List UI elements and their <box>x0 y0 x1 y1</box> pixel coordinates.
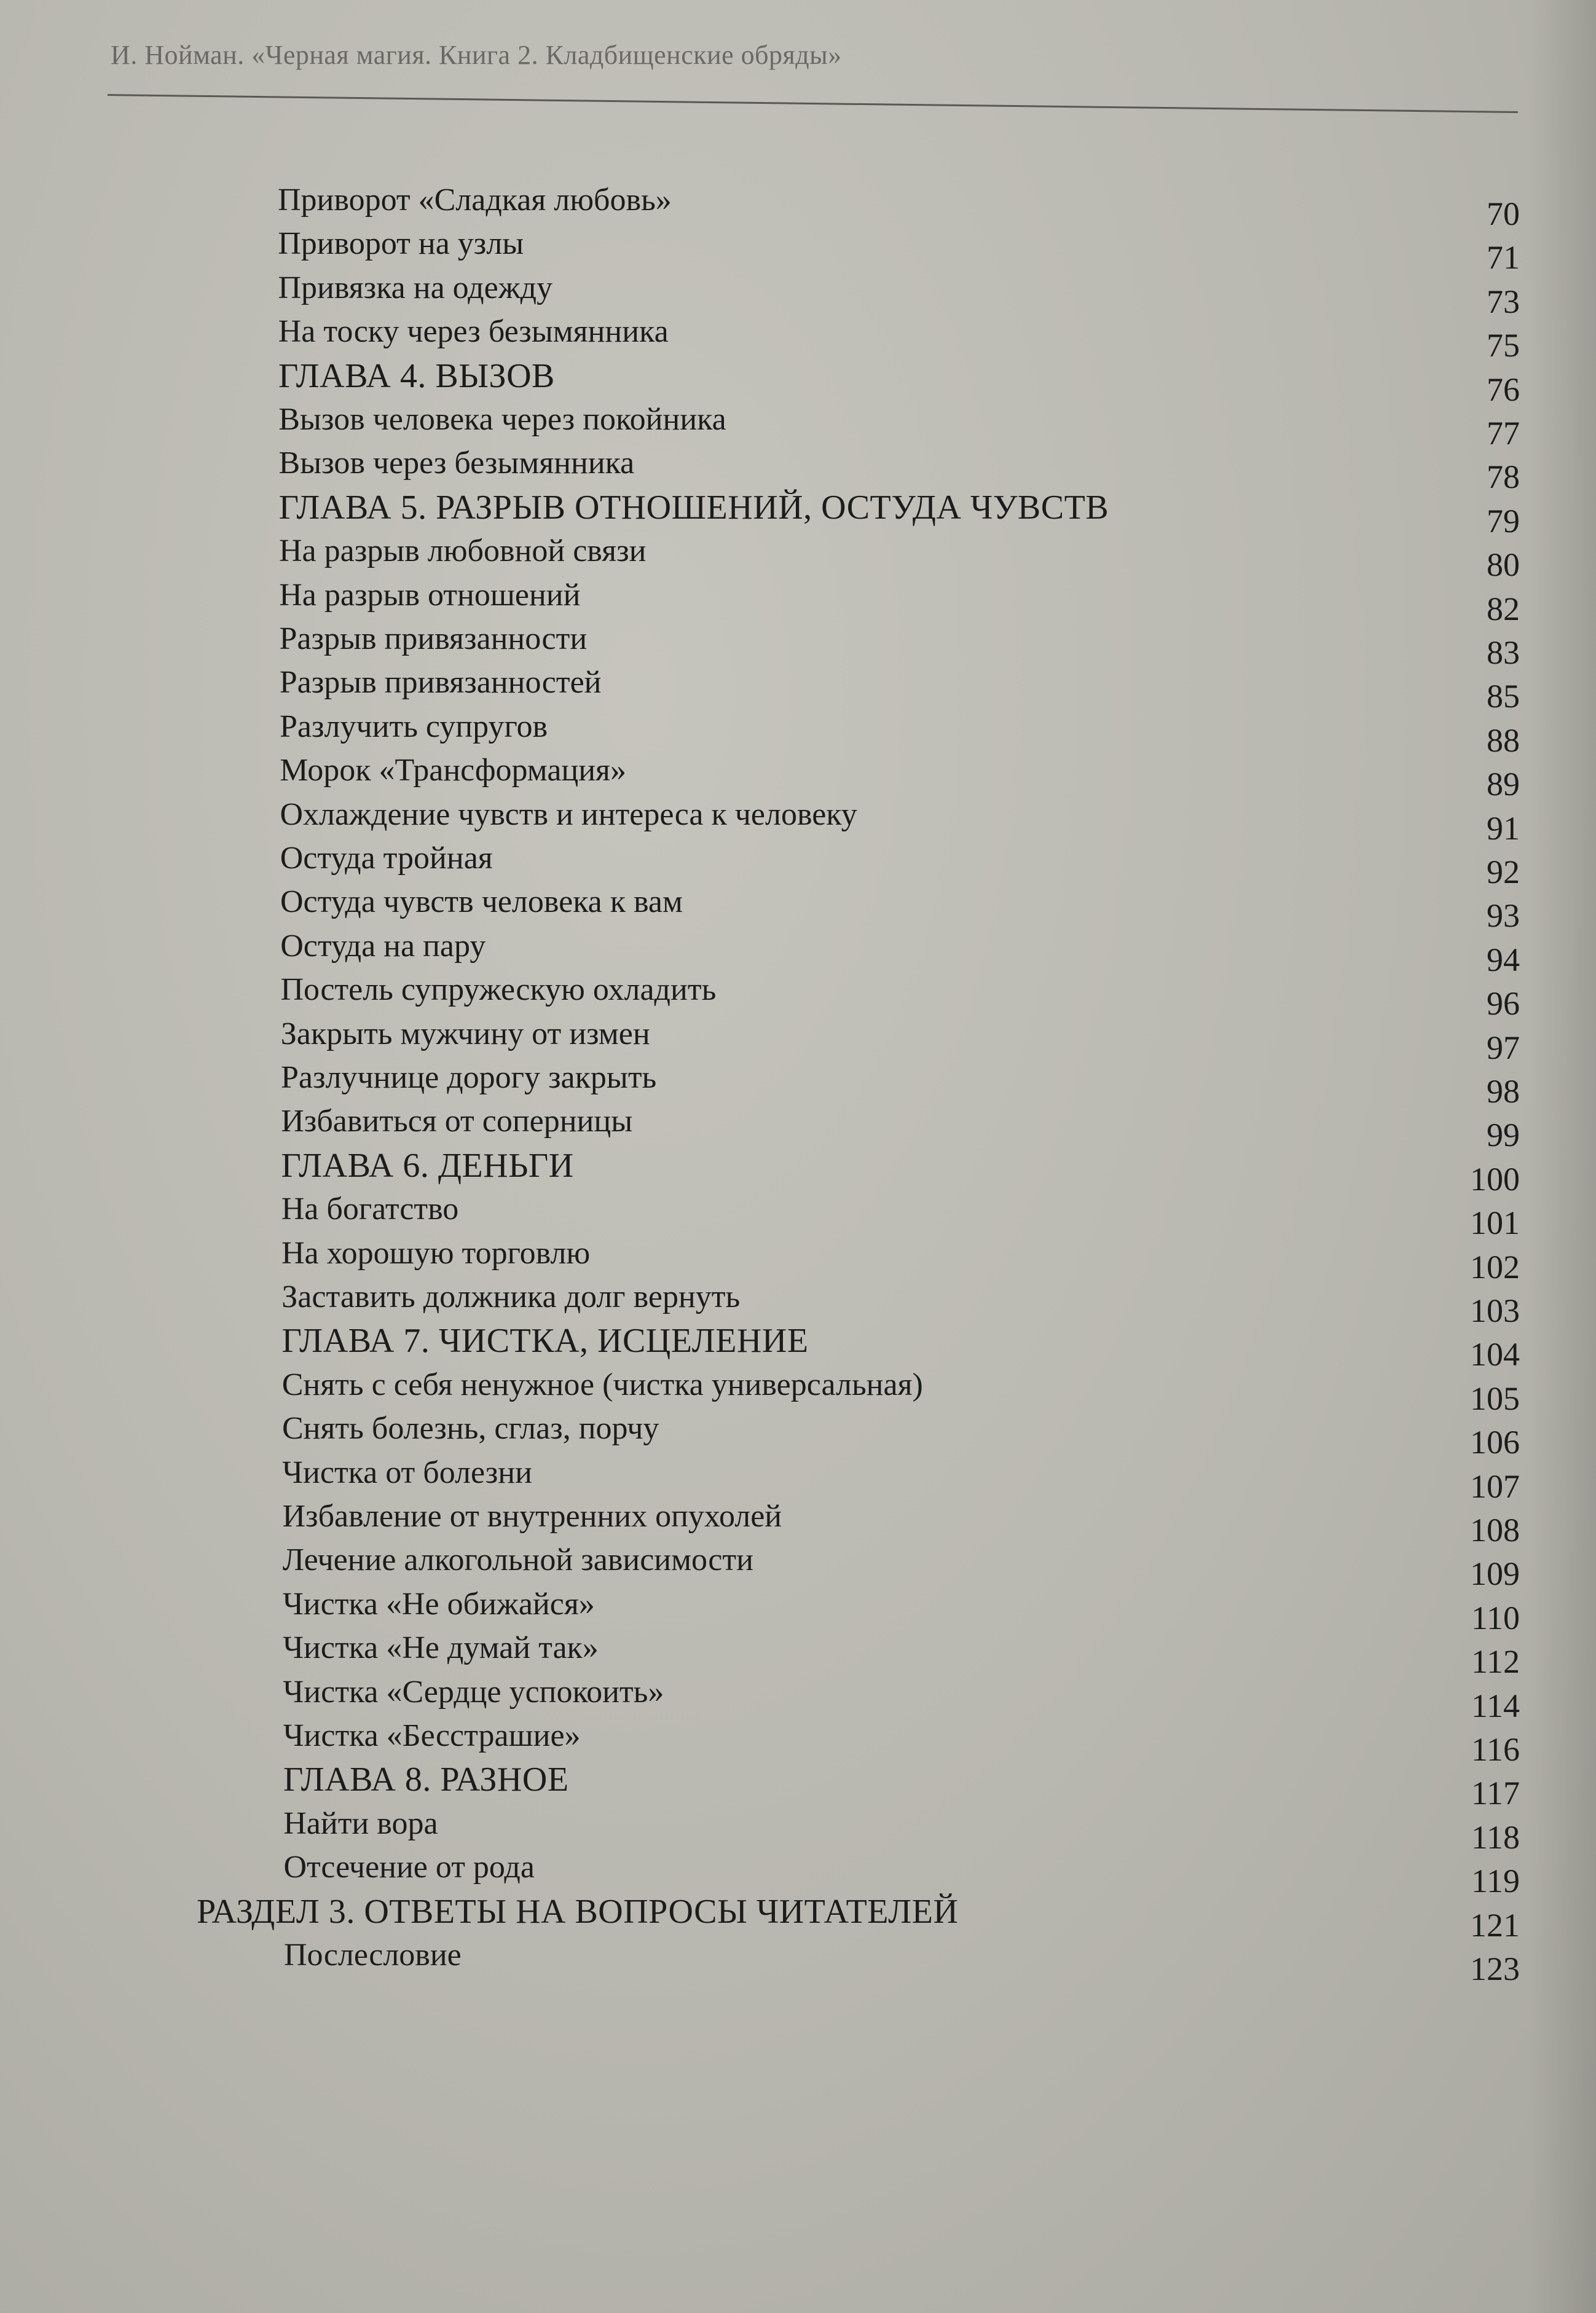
toc-entry-title: Остуда чувств человека к вам <box>280 884 683 920</box>
toc-chapter-title: ГЛАВА 5. РАЗРЫВ ОТНОШЕНИЙ, ОСТУДА ЧУВСТВ <box>278 488 1109 527</box>
toc-page-number: 108 <box>1470 1512 1520 1549</box>
toc-row <box>0 183 1596 232</box>
toc-page-number: 116 <box>1471 1731 1520 1768</box>
toc-row <box>0 1146 1596 1198</box>
toc-page-number: 89 <box>1487 766 1520 803</box>
toc-entry-title: Чистка «Не думай так» <box>283 1630 599 1666</box>
toc-page-number: 112 <box>1471 1643 1520 1681</box>
toc-entry-title: Приворот «Сладкая любовь» <box>278 183 672 218</box>
toc-entry-title: Чистка от болезни <box>282 1455 532 1490</box>
toc-chapter-title: ГЛАВА 8. РАЗНОЕ <box>283 1761 569 1799</box>
toc-entry-title: На разрыв любовной связи <box>279 533 647 569</box>
toc-page-number: 93 <box>1487 897 1520 935</box>
toc-entry-title: Разрыв привязанностей <box>279 665 602 701</box>
toc-row <box>0 928 1596 978</box>
toc-page-number: 85 <box>1487 678 1520 715</box>
toc-page-number: 91 <box>1487 809 1520 847</box>
toc-page-number: 92 <box>1487 854 1520 890</box>
toc-chapter-title: ГЛАВА 6. ДЕНЬГИ <box>281 1146 574 1185</box>
toc-row <box>0 1805 1596 1856</box>
toc-row <box>0 1718 1596 1768</box>
toc-row <box>0 1499 1596 1549</box>
toc-entry-title: Лечение алкогольной зависимости <box>282 1542 753 1578</box>
toc-entry-title: Морок «Трансформация» <box>280 753 626 788</box>
toc-row <box>0 1674 1596 1724</box>
toc-row <box>0 446 1596 496</box>
toc-section-title: РАЗДЕЛ 3. ОТВЕТЫ НА ВОПРОСЫ ЧИТАТЕЛЕЙ <box>197 1892 959 1931</box>
toc-entry-title: Отсечение от рода <box>283 1850 535 1885</box>
toc-page-number: 100 <box>1470 1160 1520 1198</box>
toc-row <box>0 1192 1596 1242</box>
toc-page-number: 77 <box>1487 415 1520 452</box>
toc-row <box>0 1411 1596 1461</box>
toc-page-number: 106 <box>1470 1424 1520 1461</box>
toc-page-number: 107 <box>1470 1467 1520 1505</box>
toc-page-number: 110 <box>1471 1599 1520 1636</box>
toc-row <box>0 665 1596 715</box>
toc-chapter-title: ГЛАВА 7. ЧИСТКА, ИСЦЕЛЕНИЕ <box>281 1322 809 1361</box>
toc-row <box>0 972 1596 1023</box>
toc-entry-title: Снять с себя ненужное (чистка универсальная) <box>281 1367 923 1402</box>
toc-row <box>0 1104 1596 1154</box>
toc-entry-title: Приворот на узлы <box>278 226 524 262</box>
toc-page-number: 80 <box>1487 546 1520 584</box>
toc-entry-title: Заставить должника долг вернуть <box>281 1279 741 1314</box>
toc-entry-title: На тоску через безымянника <box>278 314 669 350</box>
toc-page-number: 103 <box>1470 1292 1520 1329</box>
toc-row <box>0 1016 1596 1066</box>
toc-page-number: 101 <box>1470 1204 1520 1242</box>
toc-row <box>0 1235 1596 1286</box>
toc-entry-title: Послесловие <box>284 1938 462 1973</box>
toc-row <box>0 1630 1596 1681</box>
toc-entry-title: На хорошую торговлю <box>281 1235 591 1271</box>
toc-page-number: 104 <box>1470 1336 1520 1373</box>
toc-row <box>0 1060 1596 1110</box>
toc-page-number: 78 <box>1487 458 1520 496</box>
toc-entry-title: Привязка на одежду <box>278 270 553 305</box>
toc-entry-title: Чистка «Бесстрашие» <box>283 1718 581 1753</box>
toc-row <box>0 621 1596 671</box>
toc-row <box>0 841 1596 890</box>
toc-row <box>0 533 1596 584</box>
page-edge-shadow <box>1528 0 1596 2313</box>
toc-row <box>0 1761 1596 1812</box>
toc-page-number: 96 <box>1487 985 1520 1023</box>
toc-entry-title: Вызов через безымянника <box>278 446 635 481</box>
toc-page-number: 114 <box>1471 1687 1520 1724</box>
toc-page-number: 73 <box>1487 283 1520 320</box>
toc-row <box>0 270 1596 320</box>
toc-page-number: 118 <box>1471 1818 1520 1856</box>
toc-row <box>0 796 1596 847</box>
toc-page-number: 83 <box>1487 634 1520 671</box>
toc-entry-title: Разрыв привязанности <box>279 621 588 656</box>
toc-page-number: 70 <box>1487 195 1520 232</box>
toc-page-number: 88 <box>1487 721 1520 759</box>
toc-page-number: 123 <box>1470 1950 1520 1987</box>
toc-row <box>0 314 1596 364</box>
toc-row <box>0 1938 1596 1987</box>
toc-page-number: 121 <box>1470 1906 1520 1944</box>
toc-entry-title: Снять болезнь, сглаз, порчу <box>282 1411 659 1447</box>
toc-page-number: 97 <box>1487 1029 1520 1066</box>
toc-row <box>0 1455 1596 1505</box>
running-header: И. Нойман. «Черная магия. Книга 2. Кладбищенские обряды» <box>111 40 842 70</box>
toc-page-number: 117 <box>1471 1775 1520 1812</box>
toc-entry-title: На богатство <box>281 1192 459 1227</box>
toc-entry-title: На разрыв отношений <box>279 577 581 613</box>
toc-entry-title: Найти вора <box>283 1805 438 1841</box>
toc-entry-title: Остуда на пару <box>280 928 486 964</box>
toc-row <box>0 709 1596 759</box>
toc-row <box>0 1322 1596 1373</box>
toc-page-number: 99 <box>1487 1117 1520 1154</box>
toc-entry-title: Разлучнице дорогу закрыть <box>281 1060 657 1095</box>
toc-row <box>0 1586 1596 1636</box>
toc-row <box>0 1279 1596 1329</box>
toc-row <box>0 488 1596 540</box>
toc-row <box>0 356 1596 408</box>
toc-page-number: 75 <box>1487 327 1520 364</box>
toc-entry-title: Избавление от внутренних опухолей <box>282 1499 782 1534</box>
toc-entry-title: Чистка «Не обижайся» <box>283 1586 595 1622</box>
toc-row <box>0 226 1596 277</box>
toc-entry-title: Избавиться от соперницы <box>281 1104 633 1139</box>
toc-row <box>0 402 1596 452</box>
toc-page-number: 82 <box>1487 590 1520 627</box>
toc-row <box>0 1892 1596 1944</box>
toc-row <box>0 884 1596 935</box>
toc-chapter-title: ГЛАВА 4. ВЫЗОВ <box>278 356 555 395</box>
toc-row <box>0 1542 1596 1593</box>
toc-page-number: 76 <box>1487 371 1520 408</box>
toc-row <box>0 577 1596 627</box>
toc-entry-title: Постель супружескую охладить <box>280 972 717 1008</box>
toc-entry-title: Чистка «Сердце успокоить» <box>283 1674 664 1710</box>
toc-row <box>0 1367 1596 1417</box>
toc-page-number: 98 <box>1487 1073 1520 1110</box>
toc-page-number: 119 <box>1471 1863 1520 1900</box>
toc-page-number: 105 <box>1470 1380 1520 1417</box>
toc-entry-title: Вызов человека через покойника <box>278 402 726 437</box>
toc-page-number: 71 <box>1487 239 1520 277</box>
toc-entry-title: Охлаждение чувств и интереса к человеку <box>280 796 857 832</box>
toc-entry-title: Закрыть мужчину от измен <box>280 1016 650 1051</box>
toc-page-number: 79 <box>1487 502 1520 540</box>
toc-row <box>0 1850 1596 1900</box>
toc-entry-title: Разлучить супругов <box>280 709 548 744</box>
toc-page-number: 94 <box>1487 941 1520 978</box>
toc-row <box>0 753 1596 803</box>
toc-page-number: 109 <box>1470 1555 1520 1593</box>
toc-page-number: 102 <box>1470 1248 1520 1286</box>
toc-entry-title: Остуда тройная <box>280 841 493 876</box>
